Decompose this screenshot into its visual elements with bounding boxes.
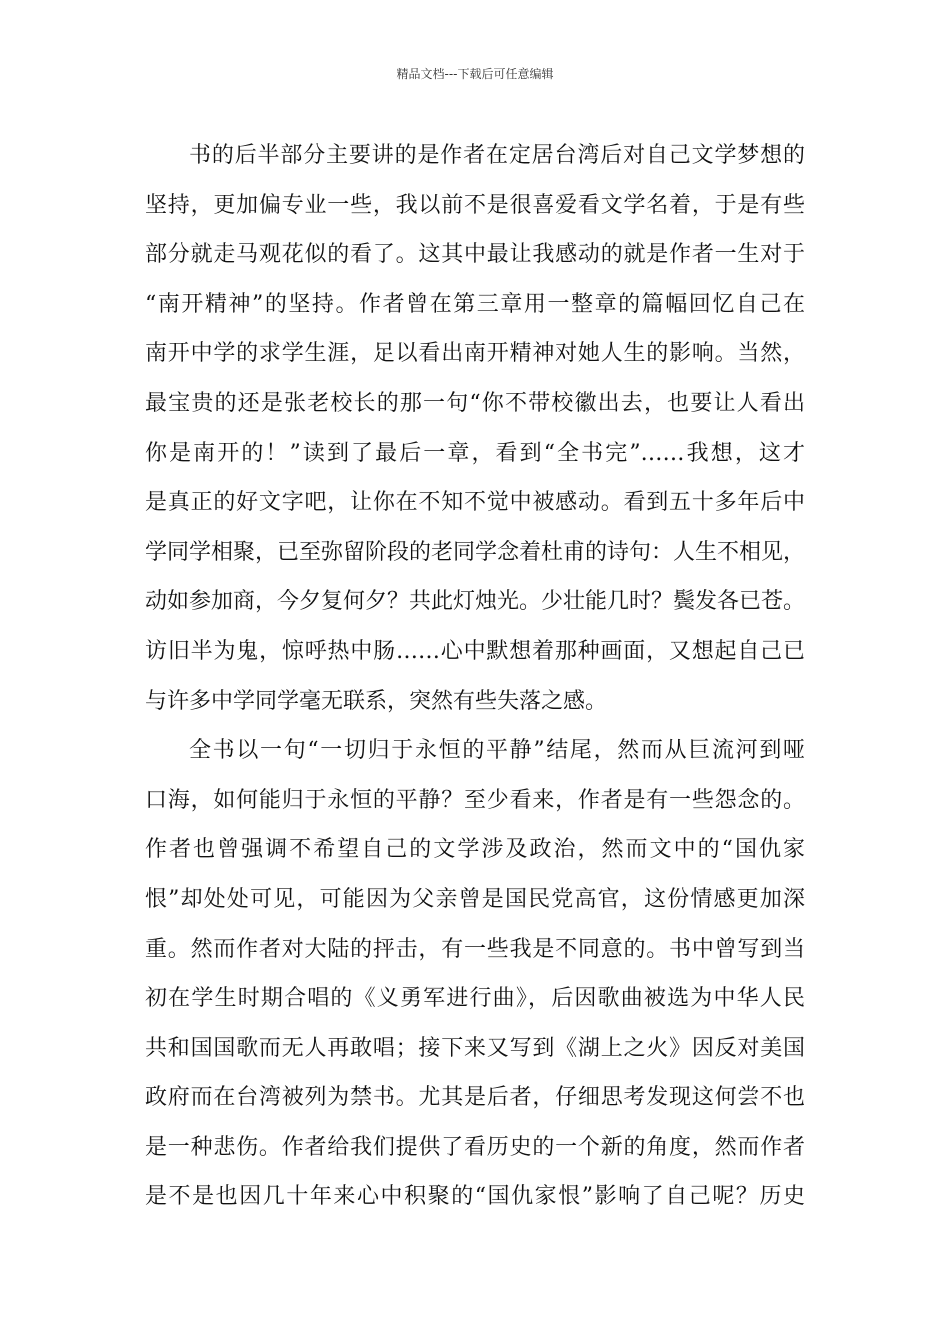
text-line: 是真正的好文字吧，让你在不知不觉中被感动。看到五十多年后中 — [145, 490, 805, 516]
text-line: 全书以一句“一切归于永恒的平静”结尾，然而从巨流河到哑 — [189, 738, 805, 764]
text-line: 口海，如何能归于永恒的平静？至少看来，作者是有一些怨念的。 — [145, 787, 805, 813]
text-line: 动如参加商，今夕复何夕？共此灯烛光。少壮能几时？鬓发各已苍。 — [145, 589, 806, 615]
text-line: 初在学生时期合唱的《义勇军进行曲》，后因歌曲被选为中华人民 — [145, 986, 805, 1012]
text-line: 坚持，更加偏专业一些，我以前不是很喜爱看文学名着，于是有些 — [145, 192, 805, 218]
text-line: 与许多中学同学毫无联系，突然有些失落之感。 — [145, 688, 608, 714]
text-line: 部分就走马观花似的看了。这其中最让我感动的就是作者一生对于 — [145, 242, 805, 268]
text-line: 重。然而作者对大陆的抨击，有一些我是不同意的。书中曾写到当 — [145, 936, 805, 962]
text-line: 共和国国歌而无人再敢唱；接下来又写到《湖上之火》因反对美国 — [145, 1035, 805, 1061]
text-line: 是不是也因几十年来心中积聚的“国仇家恨”影响了自己呢？历史 — [145, 1184, 805, 1210]
text-line: 学同学相聚，已至弥留阶段的老同学念着杜甫的诗句：人生不相见， — [145, 539, 806, 565]
text-line: 最宝贵的还是张老校长的那一句“你不带校徽出去，也要让人看出 — [145, 390, 805, 416]
text-line: 书的后半部分主要讲的是作者在定居台湾后对自己文学梦想的 — [189, 143, 805, 168]
body-text — [145, 131, 805, 1222]
text-line: 作者也曾强调不希望自己的文学涉及政治，然而文中的“国仇家 — [145, 837, 805, 863]
text-line: 恨”却处处可见，可能因为父亲曾是国民党高官，这份情感更加深 — [145, 886, 805, 912]
text-line: 你是南开的！”读到了最后一章，看到“全书完”……我想，这才 — [145, 440, 805, 466]
text-line: 南开中学的求学生涯，足以看出南开精神对她人生的影响。当然， — [145, 341, 805, 367]
page-header: 精品文档---下载后可任意编辑 — [396, 67, 554, 81]
text-line: 访旧半为鬼，惊呼热中肠……心中默想着那种画面，又想起自己已 — [145, 638, 805, 664]
text-line: “南开精神”的坚持。作者曾在第三章用一整章的篇幅回忆自己在 — [145, 291, 805, 317]
text-line: 政府而在台湾被列为禁书。尤其是后者，仔细思考发现这何尝不也 — [145, 1085, 805, 1111]
text-line: 是一种悲伤。作者给我们提供了看历史的一个新的角度，然而作者 — [145, 1134, 805, 1160]
